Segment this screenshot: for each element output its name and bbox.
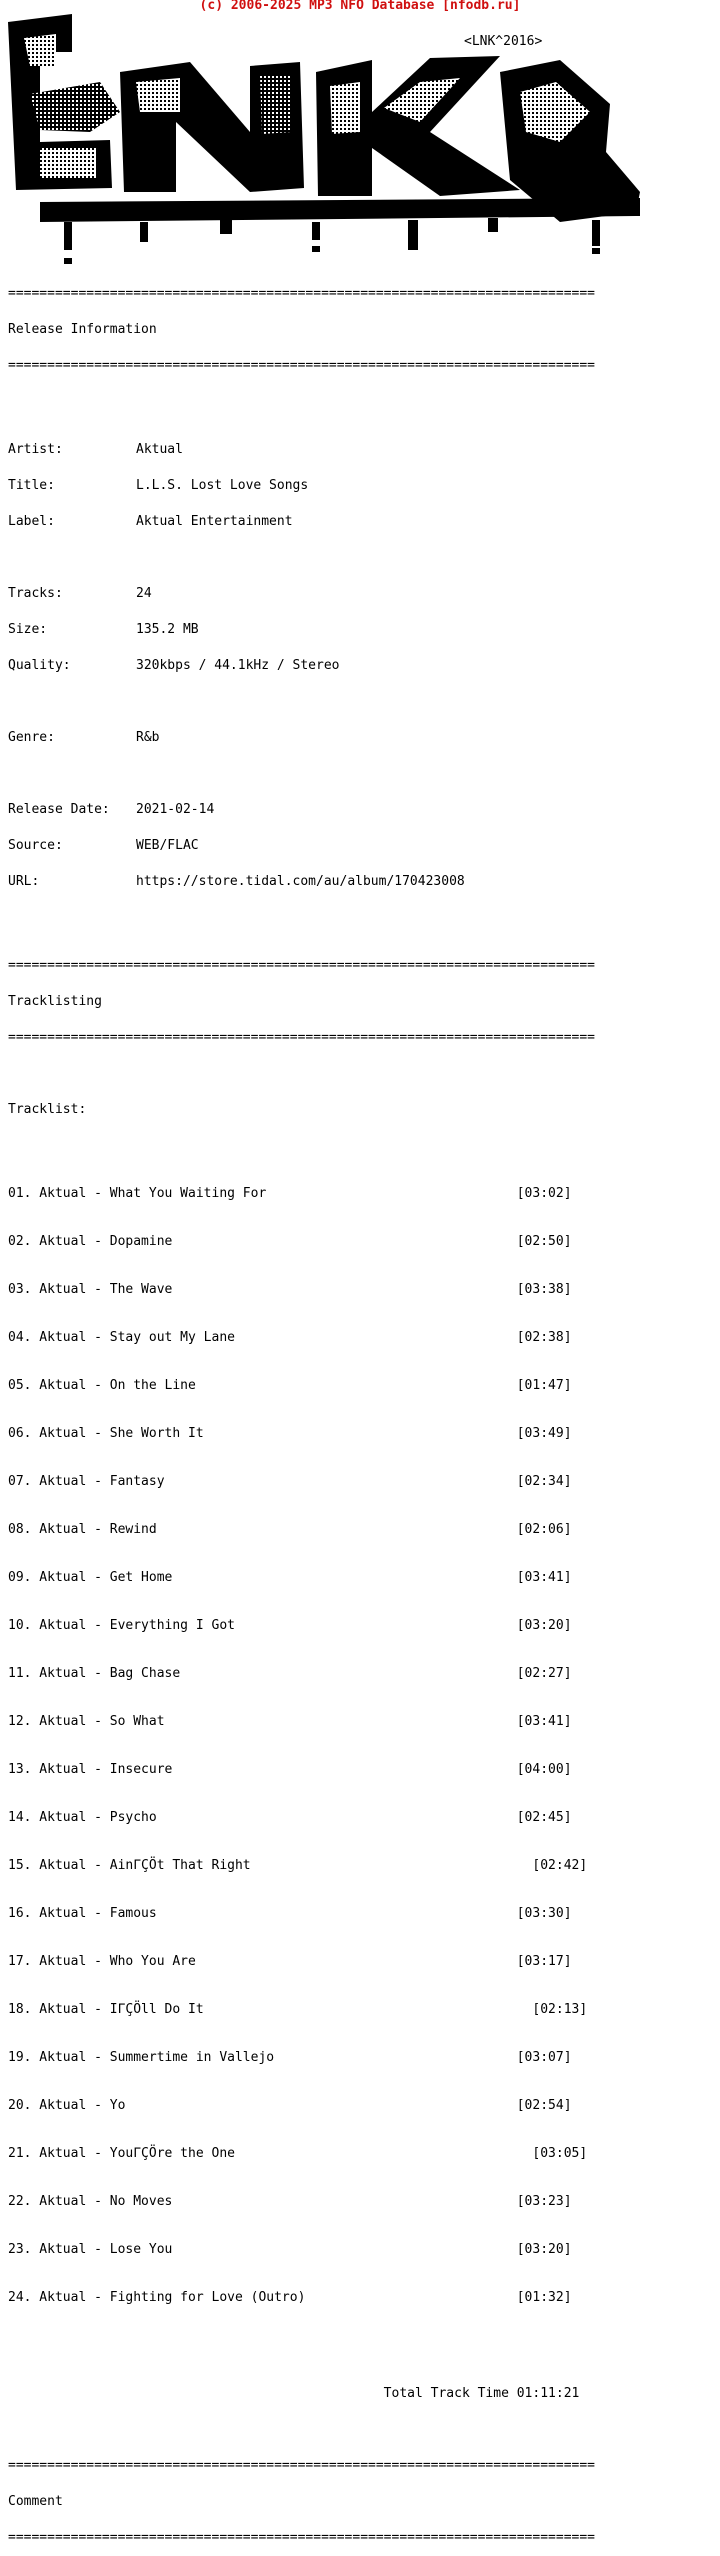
url-label: URL: xyxy=(8,874,40,889)
track-row: 08. Aktual - Rewind [02:06] xyxy=(8,1522,572,1537)
date-label: Release Date: xyxy=(8,802,110,817)
quality-label: Quality: xyxy=(8,658,71,673)
separator: =========================================================================== xyxy=(8,1030,595,1045)
track-row: 20. Aktual - Yo [02:54] xyxy=(8,2098,572,2113)
size-row xyxy=(8,624,595,636)
source-label: Source: xyxy=(8,838,63,853)
track-row: 18. Aktual - IΓÇÖll Do It [02:13] xyxy=(8,2002,588,2017)
total-track-time: Total Track Time 01:11:21 xyxy=(8,2386,580,2401)
separator: =========================================================================== xyxy=(8,286,595,301)
logo-tag: <LNK^2016> xyxy=(464,34,543,49)
ascii-logo-art xyxy=(0,12,720,266)
separator: =========================================================================== xyxy=(8,958,595,973)
track-row: 21. Aktual - YouΓÇÖre the One [03:05] xyxy=(8,2146,588,2161)
title-label: Title: xyxy=(8,478,55,493)
source-row xyxy=(8,840,595,852)
section-title-tracklisting: Tracklisting xyxy=(8,994,102,1009)
track-row: 01. Aktual - What You Waiting For [03:02] xyxy=(8,1186,572,1201)
section-title-release: Release Information xyxy=(8,322,157,337)
title-value: L.L.S. Lost Love Songs xyxy=(136,478,309,493)
size-value: 135.2 MB xyxy=(136,622,199,637)
quality-value: 320kbps / 44.1kHz / Stereo xyxy=(136,658,340,673)
track-row: 24. Aktual - Fighting for Love (Outro) [01:32] xyxy=(8,2290,572,2305)
separator: =========================================================================== xyxy=(8,358,595,373)
track-row: 15. Aktual - AinΓÇÖt That Right [02:42] xyxy=(8,1858,588,1873)
artist-label: Artist: xyxy=(8,442,63,457)
nfo-body xyxy=(8,264,595,2556)
tracklist-label: Tracklist: xyxy=(8,1102,87,1117)
title-row xyxy=(8,480,595,492)
source-value: WEB/FLAC xyxy=(136,838,199,853)
track-row: 14. Aktual - Psycho [02:45] xyxy=(8,1810,572,1825)
track-row: 02. Aktual - Dopamine [02:50] xyxy=(8,1234,572,1249)
label-label: Label: xyxy=(8,514,55,529)
quality-row xyxy=(8,660,595,672)
url-value[interactable]: https://store.tidal.com/au/album/170423008 xyxy=(136,874,465,889)
artist-row xyxy=(8,444,595,456)
track-row: 07. Aktual - Fantasy [02:34] xyxy=(8,1474,572,1489)
ascii-logo xyxy=(0,12,720,266)
label-value: Aktual Entertainment xyxy=(136,514,293,529)
separator: =========================================================================== xyxy=(8,2530,595,2545)
size-label: Size: xyxy=(8,622,48,637)
section-title-comment: Comment xyxy=(8,2494,63,2509)
tracks-row xyxy=(8,588,595,600)
track-row: 10. Aktual - Everything I Got [03:20] xyxy=(8,1618,572,1633)
label-row xyxy=(8,516,595,528)
track-row: 13. Aktual - Insecure [04:00] xyxy=(8,1762,572,1777)
tracks-value: 24 xyxy=(136,586,152,601)
track-row: 09. Aktual - Get Home [03:41] xyxy=(8,1570,572,1585)
track-row: 16. Aktual - Famous [03:30] xyxy=(8,1906,572,1921)
url-row xyxy=(8,876,595,888)
date-row xyxy=(8,804,595,816)
genre-value: R&b xyxy=(136,730,160,745)
track-row: 19. Aktual - Summertime in Vallejo [03:07] xyxy=(8,2050,572,2065)
track-row: 04. Aktual - Stay out My Lane [02:38] xyxy=(8,1330,572,1345)
track-row: 05. Aktual - On the Line [01:47] xyxy=(8,1378,572,1393)
track-row: 12. Aktual - So What [03:41] xyxy=(8,1714,572,1729)
separator: =========================================================================== xyxy=(8,2458,595,2473)
track-row: 22. Aktual - No Moves [03:23] xyxy=(8,2194,572,2209)
date-value: 2021-02-14 xyxy=(136,802,215,817)
track-row: 11. Aktual - Bag Chase [02:27] xyxy=(8,1666,572,1681)
track-row: 23. Aktual - Lose You [03:20] xyxy=(8,2242,572,2257)
track-row: 03. Aktual - The Wave [03:38] xyxy=(8,1282,572,1297)
track-row: 06. Aktual - She Worth It [03:49] xyxy=(8,1426,572,1441)
genre-label: Genre: xyxy=(8,730,55,745)
track-row: 17. Aktual - Who You Are [03:17] xyxy=(8,1954,572,1969)
genre-row xyxy=(8,732,595,744)
site-credit: (c) 2006-2025 MP3 NFO Database [nfodb.ru] xyxy=(199,0,521,13)
tracks-label: Tracks: xyxy=(8,586,63,601)
artist-value: Aktual xyxy=(136,442,183,457)
